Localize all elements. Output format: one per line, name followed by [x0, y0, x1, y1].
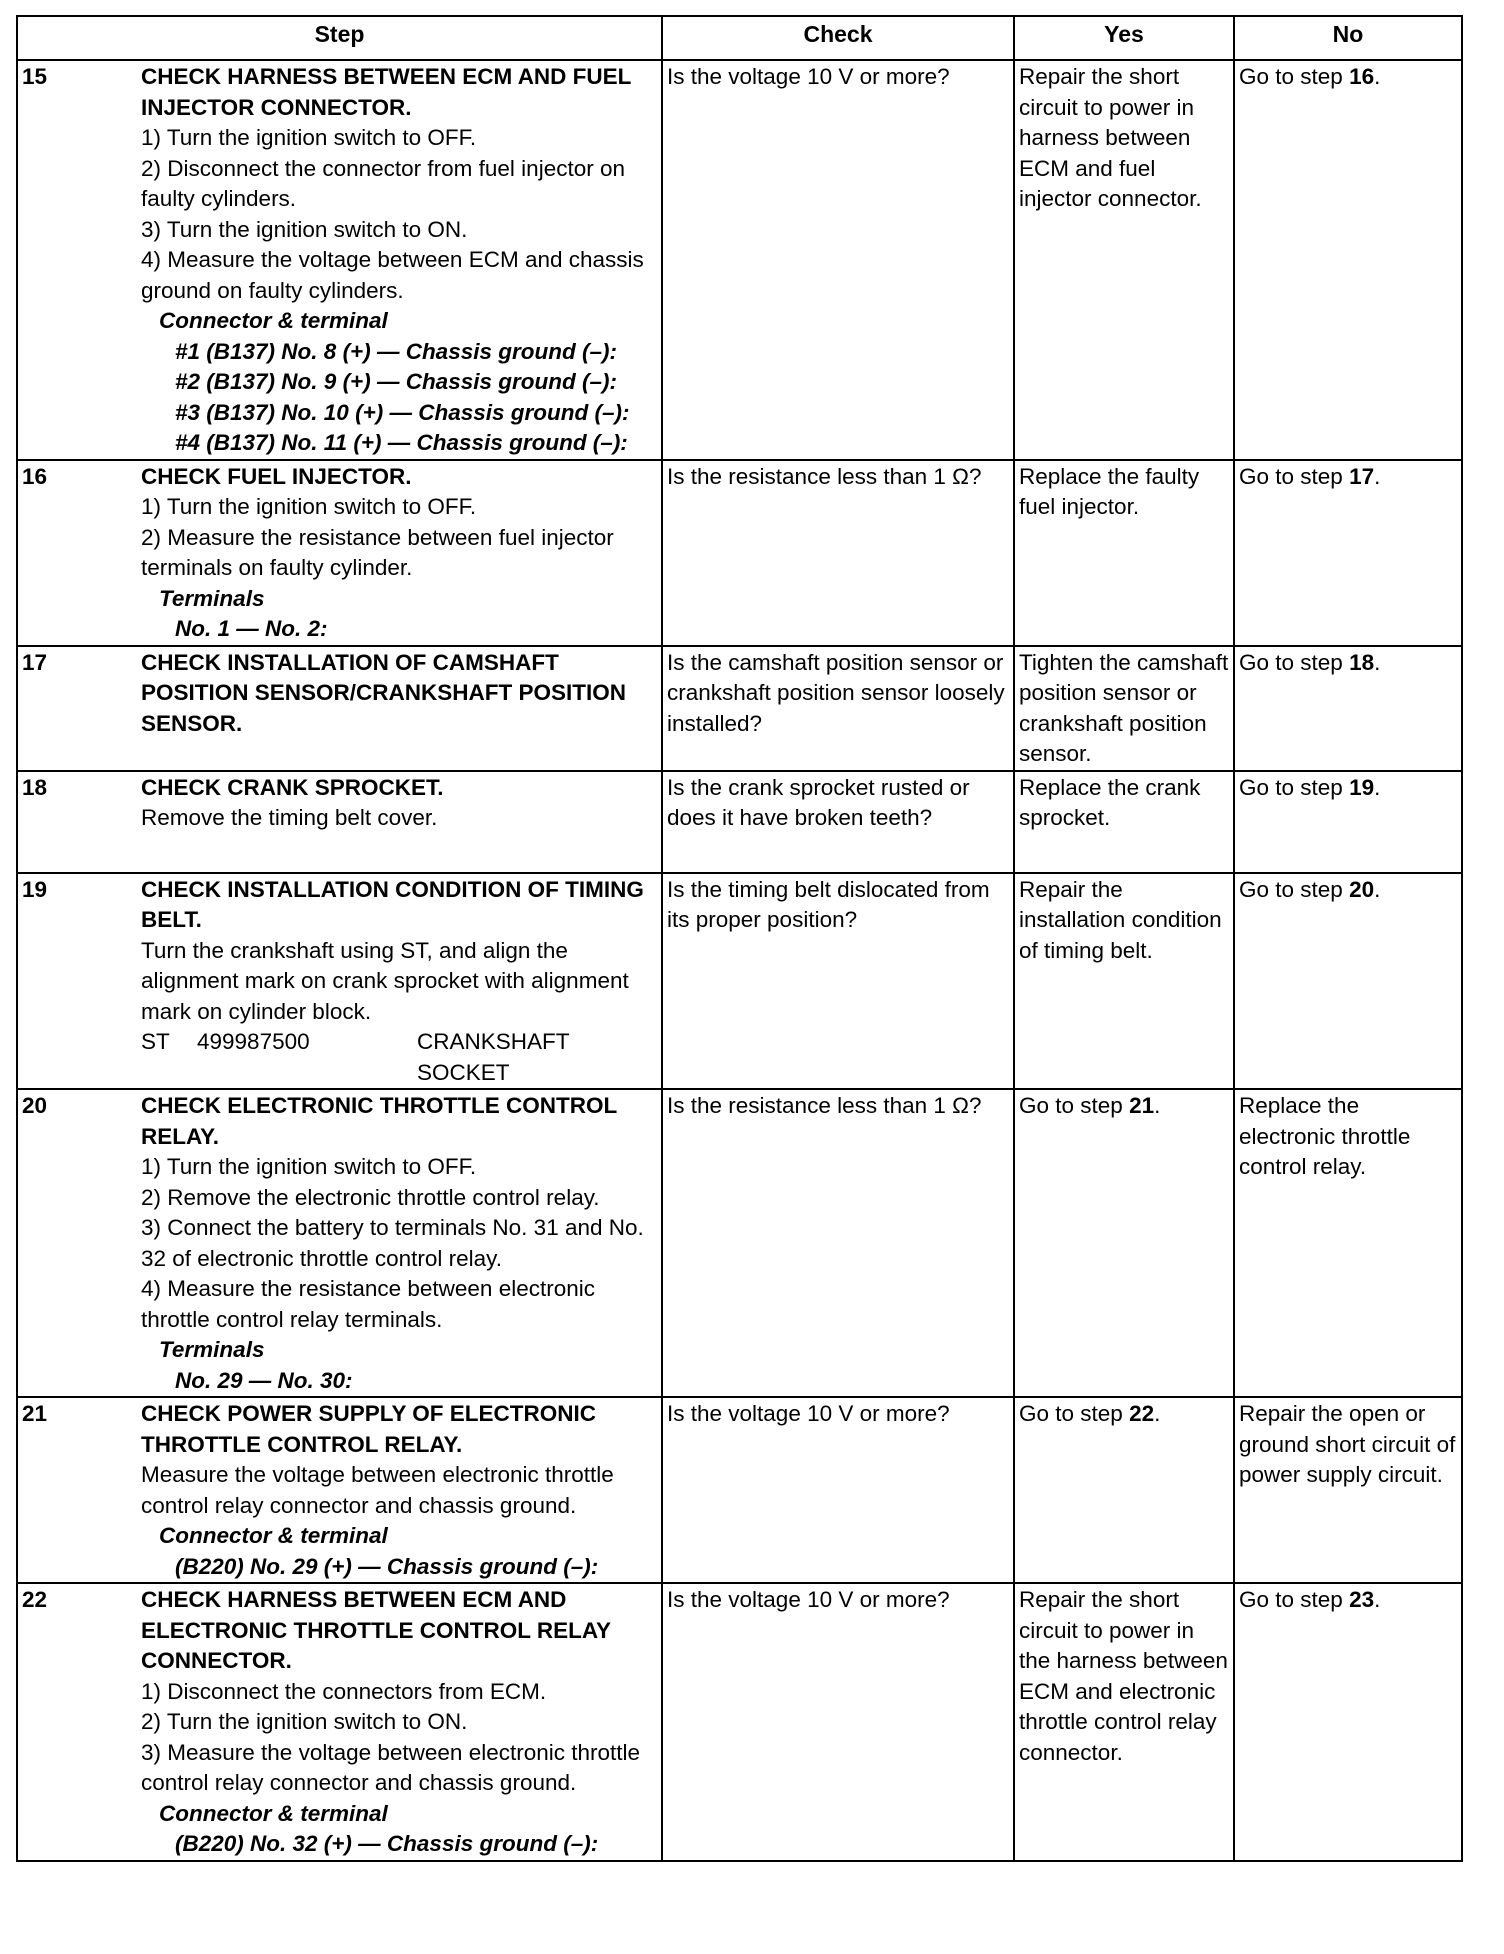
table-row — [17, 873, 1462, 1090]
step-title: CHECK HARNESS BETWEEN ECM AND FUEL INJECTOR CONNECTOR. — [141, 64, 632, 120]
step-description — [137, 1089, 662, 1397]
step-number: 19 — [17, 873, 137, 1090]
step-title: CHECK ELECTRONIC THROTTLE CONTROL RELAY. — [141, 1093, 617, 1149]
step-instruction: 1) Turn the ignition switch to OFF. — [141, 125, 477, 150]
yes-text: Replace the crank sprocket. — [1019, 774, 1201, 830]
yes-step-ref: 22 — [1129, 1401, 1155, 1426]
yes-step-ref: 21 — [1129, 1093, 1155, 1118]
no-step-ref: 23 — [1349, 1587, 1375, 1612]
check-question: Is the voltage 10 V or more? — [662, 60, 1014, 460]
check-question: Is the timing belt dislocated from its proper position? — [662, 873, 1014, 1090]
step-number: 15 — [17, 60, 137, 460]
check-question: Is the crank sprocket rusted or does it have broken teeth? — [662, 771, 1014, 873]
step-number: 18 — [17, 771, 137, 873]
yes-action — [1014, 646, 1234, 771]
yes-text: Replace the faulty fuel injector. — [1019, 463, 1200, 519]
step-description — [137, 646, 662, 771]
step-title: CHECK INSTALLATION CONDITION OF TIMING BELT. — [141, 876, 644, 932]
no-text: Go to step 16. — [1239, 64, 1381, 89]
no-action — [1234, 771, 1462, 873]
table-row — [17, 1583, 1462, 1861]
special-tool-code: 499987500 — [197, 1029, 310, 1054]
yes-action — [1014, 1397, 1234, 1583]
no-step-ref: 16 — [1349, 64, 1375, 89]
header-row — [17, 16, 1462, 60]
no-action — [1234, 460, 1462, 646]
step-description — [137, 873, 662, 1090]
check-question: Is the resistance less than 1 Ω? — [662, 460, 1014, 646]
diagnostic-table — [16, 15, 1463, 1862]
no-step-ref: 20 — [1349, 876, 1375, 902]
step-title: CHECK POWER SUPPLY OF ELECTRONIC THROTTLE CONTROL RELAY. — [141, 1401, 597, 1457]
spec-label: Connector & terminal — [159, 1800, 388, 1826]
no-step-ref: 19 — [1349, 774, 1375, 800]
check-question: Is the voltage 10 V or more? — [662, 1397, 1014, 1583]
step-instruction: 3) Turn the ignition switch to ON. — [141, 216, 468, 242]
table-row — [17, 646, 1462, 771]
yes-text: Repair the short circuit to power in the harness between ECM and electronic throttle control relay connector. — [1019, 1587, 1228, 1765]
step-description — [137, 1583, 662, 1861]
no-action — [1234, 1583, 1462, 1861]
header-no: No — [1234, 16, 1462, 60]
no-text: Replace the electronic throttle control relay. — [1239, 1093, 1411, 1179]
header-check: Check — [662, 16, 1014, 60]
spec-label: Connector & terminal — [159, 1523, 388, 1548]
step-number: 17 — [17, 646, 137, 771]
step-instruction: Remove the timing belt cover. — [141, 805, 438, 830]
step-instruction: 1) Disconnect the connectors from ECM. — [141, 1678, 547, 1704]
yes-text: Repair the installation condition of timing belt. — [1019, 876, 1222, 963]
step-instruction: Turn the crankshaft using ST, and align the alignment mark on crank sprocket with alignment mark on cylinder block. — [141, 937, 629, 1024]
spec-value: #3 (B137) No. 10 (+) — Chassis ground (–): — [175, 399, 630, 425]
step-number: 21 — [17, 1397, 137, 1583]
yes-action — [1014, 1583, 1234, 1861]
table-row — [17, 1397, 1462, 1583]
spec-label: Terminals — [159, 585, 265, 611]
step-title: CHECK FUEL INJECTOR. — [141, 463, 412, 489]
no-text: Go to step 23. — [1239, 1587, 1381, 1612]
step-instruction: 3) Measure the voltage between electronic throttle control relay connector and chassis ground. — [141, 1739, 641, 1795]
spec-value: (B220) No. 29 (+) — Chassis ground (–): — [175, 1553, 599, 1579]
table-row — [17, 1089, 1462, 1397]
spec-value: #2 (B137) No. 9 (+) — Chassis ground (–): — [175, 369, 617, 394]
yes-text: Go to step 22. — [1019, 1401, 1161, 1426]
spec-value: #1 (B137) No. 8 (+) — Chassis ground (–): — [175, 338, 617, 364]
step-instruction: 2) Remove the electronic throttle control relay. — [141, 1184, 600, 1210]
no-text: Go to step 17. — [1239, 463, 1381, 489]
no-text: Go to step 20. — [1239, 876, 1381, 902]
spec-label: Terminals — [159, 1337, 265, 1362]
step-title: CHECK CRANK SPROCKET. — [141, 774, 444, 800]
no-action — [1234, 1089, 1462, 1397]
yes-action — [1014, 873, 1234, 1090]
check-question: Is the resistance less than 1 Ω? — [662, 1089, 1014, 1397]
step-number: 22 — [17, 1583, 137, 1861]
header-yes: Yes — [1014, 16, 1234, 60]
spec-label: Connector & terminal — [159, 308, 388, 333]
special-tool — [141, 1027, 657, 1088]
yes-action — [1014, 60, 1234, 460]
special-tool-label: ST — [141, 1029, 170, 1054]
no-step-ref: 18 — [1349, 649, 1375, 675]
no-text: Repair the open or ground short circuit of power supply circuit. — [1239, 1401, 1456, 1487]
step-instruction: Measure the voltage between electronic throttle control relay connector and chassis ground. — [141, 1462, 614, 1518]
check-question: Is the camshaft position sensor or crankshaft position sensor loosely installed? — [662, 646, 1014, 771]
yes-text: Repair the short circuit to power in harness between ECM and fuel injector connector. — [1019, 64, 1202, 211]
table-row — [17, 60, 1462, 460]
step-description — [137, 460, 662, 646]
yes-action — [1014, 1089, 1234, 1397]
no-text: Go to step 19. — [1239, 774, 1381, 800]
step-instruction: 3) Connect the battery to terminals No. 31 and No. 32 of electronic throttle control relay. — [141, 1215, 644, 1271]
yes-action — [1014, 771, 1234, 873]
spec-value: No. 29 — No. 30: — [175, 1367, 353, 1393]
spec-value: #4 (B137) No. 11 (+) — Chassis ground (–): — [175, 430, 628, 455]
step-instruction: 4) Measure the voltage between ECM and chassis ground on faulty cylinders. — [141, 247, 644, 303]
step-instruction: 4) Measure the resistance between electronic throttle control relay terminals. — [141, 1276, 595, 1332]
step-instruction: 1) Turn the ignition switch to OFF. — [141, 1154, 477, 1179]
spec-value: No. 1 — No. 2: — [175, 616, 328, 641]
yes-text: Tighten the camshaft position sensor or crankshaft position sensor. — [1019, 649, 1229, 766]
step-number: 16 — [17, 460, 137, 646]
step-instruction: 2) Disconnect the connector from fuel injector on faulty cylinders. — [141, 155, 625, 211]
table-row — [17, 460, 1462, 646]
special-tool-name: CRANKSHAFT SOCKET — [417, 1029, 570, 1085]
step-title: CHECK INSTALLATION OF CAMSHAFT POSITION SENSOR/CRANKSHAFT POSITION SENSOR. — [141, 649, 627, 736]
no-action — [1234, 873, 1462, 1090]
no-step-ref: 17 — [1349, 463, 1375, 489]
step-title: CHECK HARNESS BETWEEN ECM AND ELECTRONIC THROTTLE CONTROL RELAY CONNECTOR. — [141, 1587, 611, 1673]
step-description — [137, 1397, 662, 1583]
step-instruction: 1) Turn the ignition switch to OFF. — [141, 494, 477, 519]
step-instruction: 2) Measure the resistance between fuel injector terminals on faulty cylinder. — [141, 524, 614, 580]
yes-text: Go to step 21. — [1019, 1093, 1161, 1118]
step-description — [137, 60, 662, 460]
no-action — [1234, 1397, 1462, 1583]
table-row — [17, 771, 1462, 873]
step-number: 20 — [17, 1089, 137, 1397]
no-action — [1234, 646, 1462, 771]
header-step: Step — [17, 16, 662, 60]
no-text: Go to step 18. — [1239, 649, 1381, 675]
step-instruction: 2) Turn the ignition switch to ON. — [141, 1709, 468, 1734]
spec-value: (B220) No. 32 (+) — Chassis ground (–): — [175, 1831, 599, 1856]
check-question: Is the voltage 10 V or more? — [662, 1583, 1014, 1861]
no-action — [1234, 60, 1462, 460]
yes-action — [1014, 460, 1234, 646]
step-description — [137, 771, 662, 873]
